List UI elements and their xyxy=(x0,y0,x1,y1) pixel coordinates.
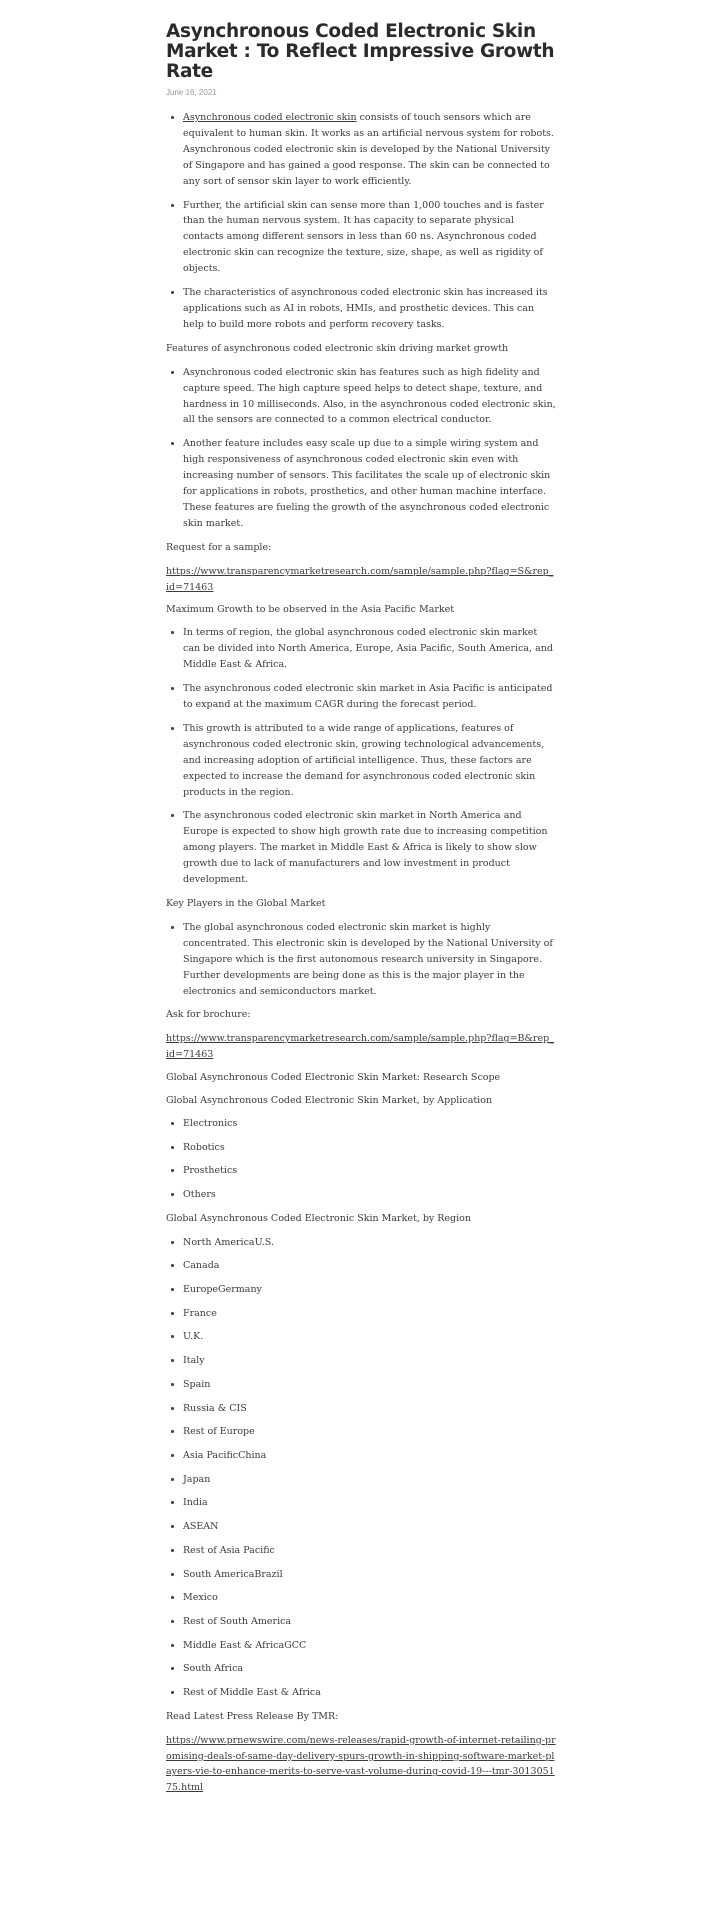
article xyxy=(166,22,556,1803)
section-heading: Key Players in the Global Market xyxy=(166,897,326,909)
list-item: • Japan xyxy=(183,1472,556,1488)
list-item: • Asynchronous coded electronic skin has features such as high fidelity and capture speed. The high capture speed helps to detect shape, texture, and hardness in 10 milliseconds. Also, in the asynchronous coded electronic skin, all the sensors are connected to a common electrical conductor. xyxy=(183,365,556,429)
section-heading: Global Asynchronous Coded Electronic Skin Market, by Application xyxy=(166,1095,493,1107)
list-item: • Russia & CIS xyxy=(183,1401,556,1417)
list-item: • Asia PacificChina xyxy=(183,1448,556,1464)
brochure-link[interactable]: https://www.transparencymarketresearch.com/sample/sample.php?flag=B&rep_id=71463 xyxy=(166,1033,554,1061)
list-item: • Canada xyxy=(183,1258,556,1274)
section-heading: Global Asynchronous Coded Electronic Skin Market, by Region xyxy=(166,1212,472,1224)
section-heading: Maximum Growth to be observed in the Asia Pacific Market xyxy=(166,604,455,616)
apac-list xyxy=(166,625,556,888)
list-item: • Others xyxy=(183,1187,556,1203)
brochure-label: Ask for brochure: xyxy=(166,1009,251,1021)
sample-label: Request for a sample: xyxy=(166,541,272,553)
players-list xyxy=(166,920,556,1000)
list-item: • The asynchronous coded electronic skin market in North America and Europe is expected to show high growth rate due to increasing competition among players. The market in Middle East & Africa is likely to show slow growth due to lack of manufacturers and low investment in product development. xyxy=(183,808,556,888)
list-item: • ASEAN xyxy=(183,1519,556,1535)
list-item: • The global asynchronous coded electronic skin market is highly concentrated. This electronic skin is developed by the National University of Singapore which is the first autonomous research university in Singapore. Further developments are being done as this is the major player in the electronics and semiconductors market. xyxy=(183,920,556,1000)
list-item: • South AmericaBrazil xyxy=(183,1567,556,1583)
list-item: • Prosthetics xyxy=(183,1163,556,1179)
list-item: • Rest of South America xyxy=(183,1614,556,1630)
list-item: • This growth is attributed to a wide range of applications, features of asynchronous coded electronic skin, growing technological advancements, and increasing adoption of artificial intelligence. Thus, these factors are expected to increase the demand for asynchronous coded electronic skin products in the region. xyxy=(183,721,556,801)
list-item: • Rest of Europe xyxy=(183,1424,556,1440)
list-item: • The characteristics of asynchronous coded electronic skin has increased its applications such as AI in robots, HMIs, and prosthetic devices. This can help to build more robots and perform recovery tasks. xyxy=(183,285,556,333)
list-item: • Another feature includes easy scale up due to a simple wiring system and high responsiveness of asynchronous coded electronic skin even with increasing number of sensors. This facilitates the scale up of electronic skin for applications in robots, prosthetics, and other human machine interface. These features are fueling the growth of the asynchronous coded electronic skin market. xyxy=(183,436,556,531)
press-label: Read Latest Press Release By TMR: xyxy=(166,1710,339,1722)
list-item: • In terms of region, the global asynchronous coded electronic skin market can be divided into North America, Europe, Asia Pacific, South America, and Middle East & Africa. xyxy=(183,625,556,673)
list-item: • Further, the artificial skin can sense more than 1,000 touches and is faster than the human nervous system. It has capacity to separate physical contacts among different sensors in less than 60 ns. Asynchronous coded electronic skin can recognize the texture, size, shape, as well as rigidity of objects. xyxy=(183,198,556,278)
list-item: • Italy xyxy=(183,1353,556,1369)
list-item: • U.K. xyxy=(183,1329,556,1345)
list-item: • Spain xyxy=(183,1377,556,1393)
application-list xyxy=(166,1116,556,1203)
intro-list xyxy=(166,110,556,333)
article-date: June 16, 2021 xyxy=(166,88,217,97)
list-item: • Middle East & AfricaGCC xyxy=(183,1638,556,1654)
press-release-link[interactable]: https://www.prnewswire.com/news-releases/rapid-growth-of-internet-retailing-promising-deals-of-same-day-delivery-spurs-growth-in-shipping-software-market-players-vie-to-enhance-merits-to-serve-vast-volume-during-covid-19---tmr-301305175.html xyxy=(166,1734,556,1794)
section-heading: Features of asynchronous coded electronic skin driving market growth xyxy=(166,342,509,354)
region-list xyxy=(166,1235,556,1701)
list-item-text: consists of touch sensors which are equivalent to human skin. It works as an artificial nervous system for robots. Asynchronous coded electronic skin is developed by the National University of Singapore and has gained a good response. The skin can be connected to any sort of sensor skin layer to work efficiently. xyxy=(183,112,554,187)
list-item: • The asynchronous coded electronic skin market in Asia Pacific is anticipated to expand at the maximum CAGR during the forecast period. xyxy=(183,681,556,713)
product-link[interactable]: Asynchronous coded electronic skin xyxy=(183,112,357,123)
list-item: • Rest of Middle East & Africa xyxy=(183,1685,556,1701)
list-item: • Rest of Asia Pacific xyxy=(183,1543,556,1559)
section-heading: Global Asynchronous Coded Electronic Skin Market: Research Scope xyxy=(166,1072,501,1084)
article-title: Asynchronous Coded Electronic Skin Market : To Reflect Impressive Growth Rate xyxy=(166,21,555,82)
list-item: • Mexico xyxy=(183,1590,556,1606)
list-item: • EuropeGermany xyxy=(183,1282,556,1298)
sample-link[interactable]: https://www.transparencymarketresearch.com/sample/sample.php?flag=S&rep_id=71463 xyxy=(166,565,554,593)
list-item: • North AmericaU.S. xyxy=(183,1235,556,1251)
list-item: • India xyxy=(183,1495,556,1511)
list-item: • South Africa xyxy=(183,1661,556,1677)
list-item: • France xyxy=(183,1306,556,1322)
list-item: • Electronics xyxy=(183,1116,556,1132)
list-item xyxy=(183,110,556,190)
features-list xyxy=(166,365,556,532)
list-item: • Robotics xyxy=(183,1140,556,1156)
